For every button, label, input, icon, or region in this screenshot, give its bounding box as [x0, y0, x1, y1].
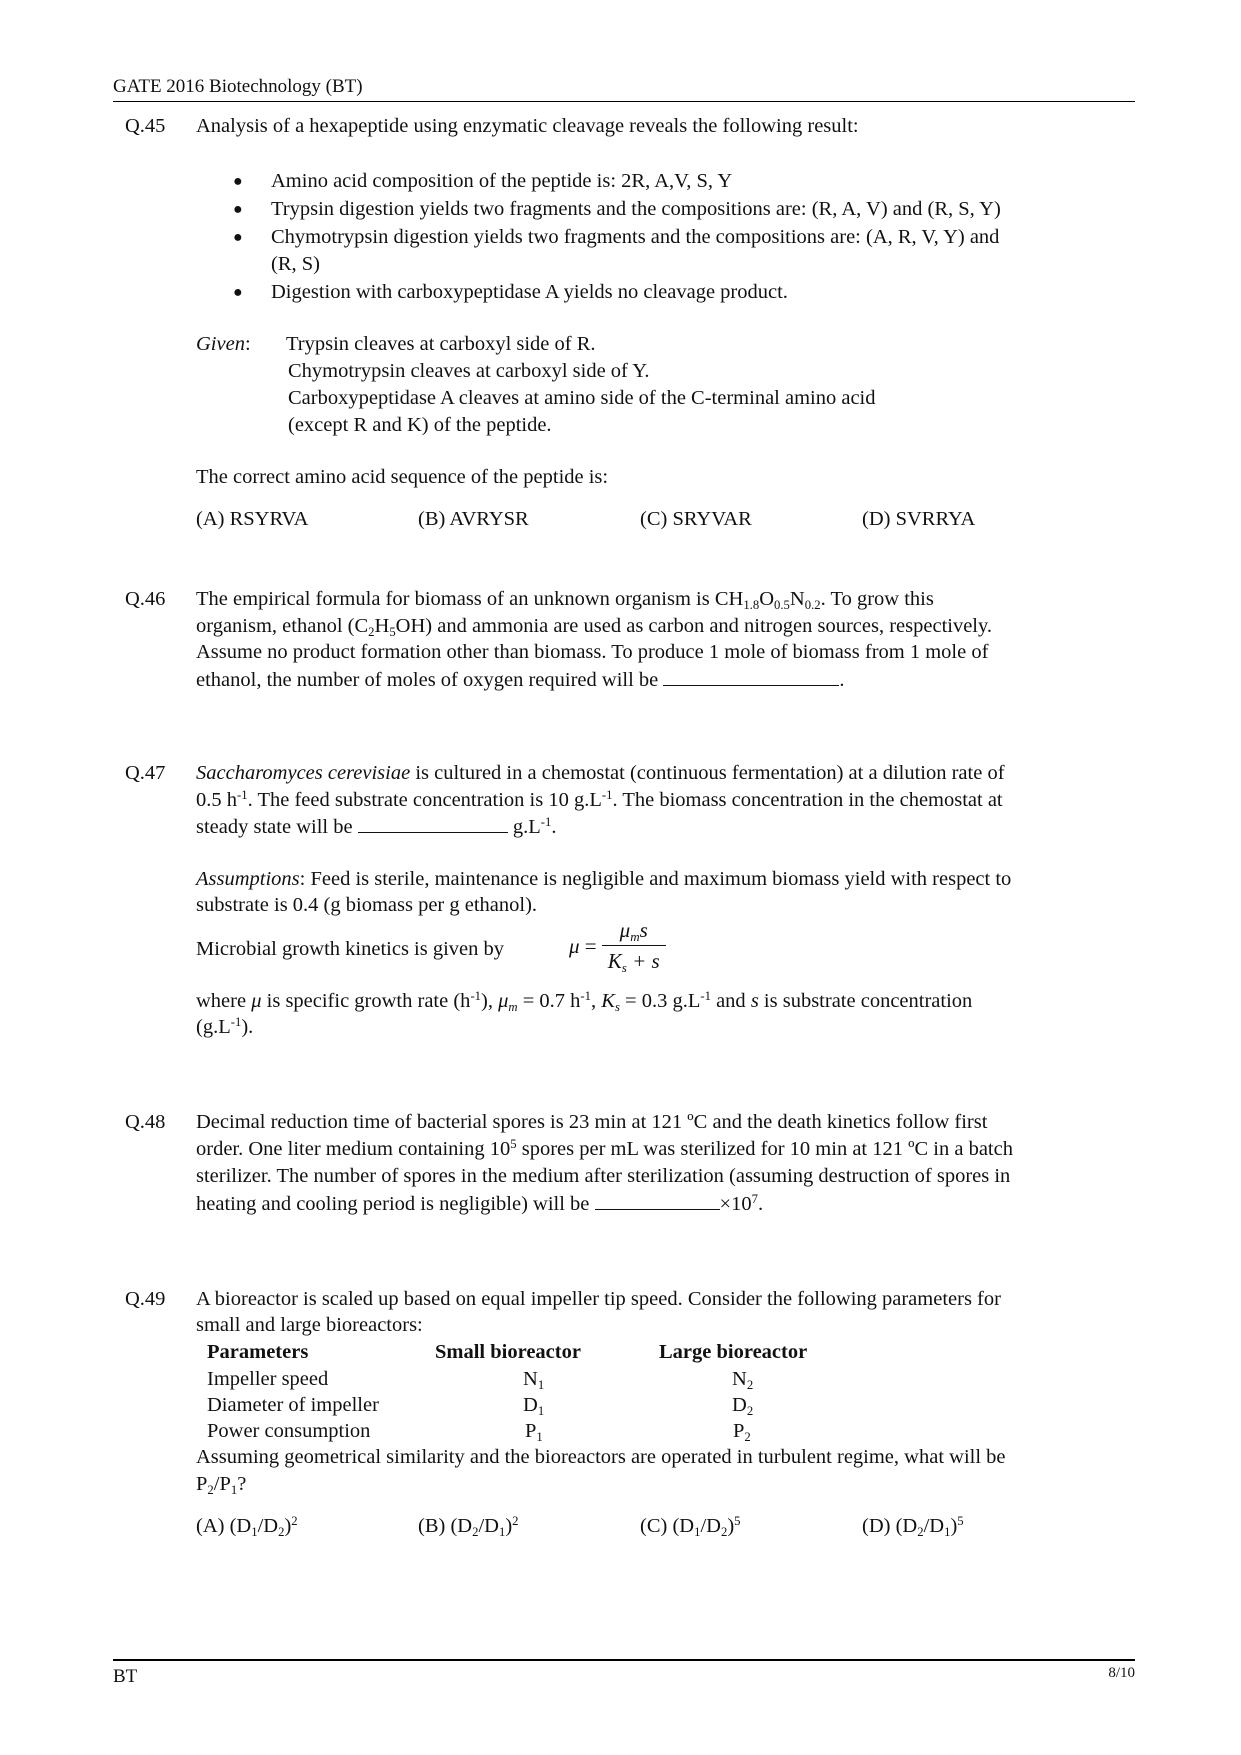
question-text-line: small and large bioreactors:	[196, 1314, 423, 1336]
bullet-text: Digestion with carboxypeptidase A yields no cleavage product.	[271, 281, 788, 303]
option-d: (D) $(D_2/D_1)^5$	[862, 1514, 964, 1539]
table-header: Small bioreactor	[435, 1341, 581, 1363]
bullet-text: Trypsin digestion yields two fragments and the compositions are: (R, A, V) and (R, S, Y)	[271, 198, 1001, 220]
table-cell: $D_2$	[732, 1394, 754, 1418]
option-c: (C) SRYVAR	[640, 508, 752, 530]
question-number: Q.49	[125, 1288, 166, 1310]
bullet-icon: ●	[233, 201, 243, 218]
question-text-line: $P_2/P_1$?	[196, 1473, 247, 1497]
bullet-icon: ●	[233, 173, 243, 190]
given-line: (except R and K) of the peptide.	[288, 414, 552, 436]
given-line: Trypsin cleaves at carboxyl side of R.	[286, 333, 596, 355]
question-text-line: Assume no product formation other than biomass. To produce 1 mole of biomass from 1 mole of	[196, 641, 989, 663]
question-number: Q.45	[125, 115, 166, 137]
definitions-line: where μ is specific growth rate $(h^{-1})$, $\mu_m = 0.7$ $h^{-1}$, $K_s = 0.3$ $g.L^{-1}$ and s is substrate concentration	[196, 989, 973, 1014]
option-a: (A) $(D_1/D_2)^2$	[196, 1514, 298, 1539]
bullet-icon: ●	[233, 284, 243, 301]
table-cell: $N_2$	[732, 1368, 754, 1392]
question-text-line: order. One liter medium containing $10^5$ spores per mL was sterilized for 10 min at 121 ºC in a batch	[196, 1137, 1013, 1160]
monod-fraction: $\frac{\mu_ms}{K_s + s}$	[602, 918, 666, 974]
bullet-text: Amino acid composition of the peptide is: 2R, A,V, S, Y	[271, 170, 733, 192]
table-cell: Diameter of impeller	[207, 1394, 379, 1416]
question-text-line: heating and cooling period is negligible) will be $\times 10^7$.	[196, 1192, 764, 1215]
table-cell: Power consumption	[207, 1420, 371, 1442]
footer-rule	[113, 1659, 1135, 1661]
definitions-line: $(g.L^{-1})$.	[196, 1015, 254, 1038]
option-b: (B) AVRYSR	[418, 508, 529, 530]
page-header-title: GATE 2016 Biotechnology (BT)	[113, 76, 363, 97]
question-text-line: steady state will be $g.L^{-1}$.	[196, 815, 557, 838]
assumptions-line: substrate is 0.4 (g biomass per g ethanol).	[196, 894, 538, 916]
option-b: (B) $(D_2/D_1)^2$	[418, 1514, 519, 1539]
header-rule	[113, 101, 1135, 102]
question-number: Q.47	[125, 762, 166, 784]
table-cell: $D_1$	[523, 1394, 545, 1418]
question-text-line: A bioreactor is scaled up based on equal impeller tip speed. Consider the following parameters for	[196, 1288, 1001, 1310]
table-cell: $P_2$	[733, 1420, 751, 1444]
table-cell: $N_1$	[523, 1368, 545, 1392]
kinetics-text: Microbial growth kinetics is given by	[196, 938, 505, 960]
question-text-line: organism, ethanol $(C_2H_5OH)$ and ammonia are used as carbon and nitrogen sources, respectively.	[196, 615, 993, 639]
given-line: Carboxypeptidase A cleaves at amino side of the C-terminal amino acid	[288, 387, 876, 409]
question-text-line: The empirical formula for biomass of an unknown organism is $CH_{1.8}O_{0.5}N_{0.2}$. To grow this	[196, 588, 934, 612]
question-text-line: 0.5 $h^{-1}$. The feed substrate concentration is 10 $g.L^{-1}$. The biomass concentration in the chemostat at	[196, 788, 1003, 811]
option-a: (A) RSYRVA	[196, 508, 309, 530]
question-text-line: ethanol, the number of moles of oxygen required will be .	[196, 669, 845, 691]
assumptions-line: Assumptions: Feed is sterile, maintenance is negligible and maximum biomass yield with respect to	[196, 868, 1012, 890]
bullet-text-continuation: (R, S)	[271, 253, 320, 275]
table-cell: $P_1$	[525, 1420, 543, 1444]
bullet-text: Chymotrypsin digestion yields two fragments and the compositions are: (A, R, V, Y) and	[271, 226, 1000, 248]
given-line: Chymotrypsin cleaves at carboxyl side of Y.	[288, 360, 650, 382]
table-header: Large bioreactor	[659, 1341, 808, 1363]
question-text-line: Saccharomyces cerevisiae is cultured in a chemostat (continuous fermentation) at a dilution rate of	[196, 762, 1005, 784]
question-number: Q.46	[125, 588, 166, 610]
given-label: Given:	[196, 333, 251, 355]
option-d: (D) SVRRYA	[862, 508, 976, 530]
question-text-line: sterilizer. The number of spores in the medium after sterilization (assuming destruction of spores in	[196, 1165, 1011, 1187]
question-intro: Analysis of a hexapeptide using enzymatic cleavage reveals the following result:	[196, 115, 859, 137]
answer-blank	[595, 1193, 720, 1210]
page-number: 8/10	[1108, 1665, 1135, 1681]
answer-blank	[663, 669, 839, 686]
footer-label: BT	[113, 1666, 138, 1687]
question-text-line: Assuming geometrical similarity and the bioreactors are operated in turbulent regime, what will be	[196, 1446, 1006, 1468]
question-text-line: Decimal reduction time of bacterial spores is 23 min at 121 ºC and the death kinetics follow first	[196, 1111, 988, 1133]
bullet-icon: ●	[233, 229, 243, 246]
table-header: Parameters	[207, 1341, 309, 1363]
table-cell: Impeller speed	[207, 1368, 329, 1390]
question-number: Q.48	[125, 1111, 166, 1133]
monod-equation: μ = $\frac{\mu_ms}{K_s + s}$	[569, 918, 666, 974]
answer-blank	[358, 816, 508, 833]
question-stem: The correct amino acid sequence of the peptide is:	[196, 466, 609, 488]
option-c: (C) $(D_1/D_2)^5$	[640, 1514, 741, 1539]
